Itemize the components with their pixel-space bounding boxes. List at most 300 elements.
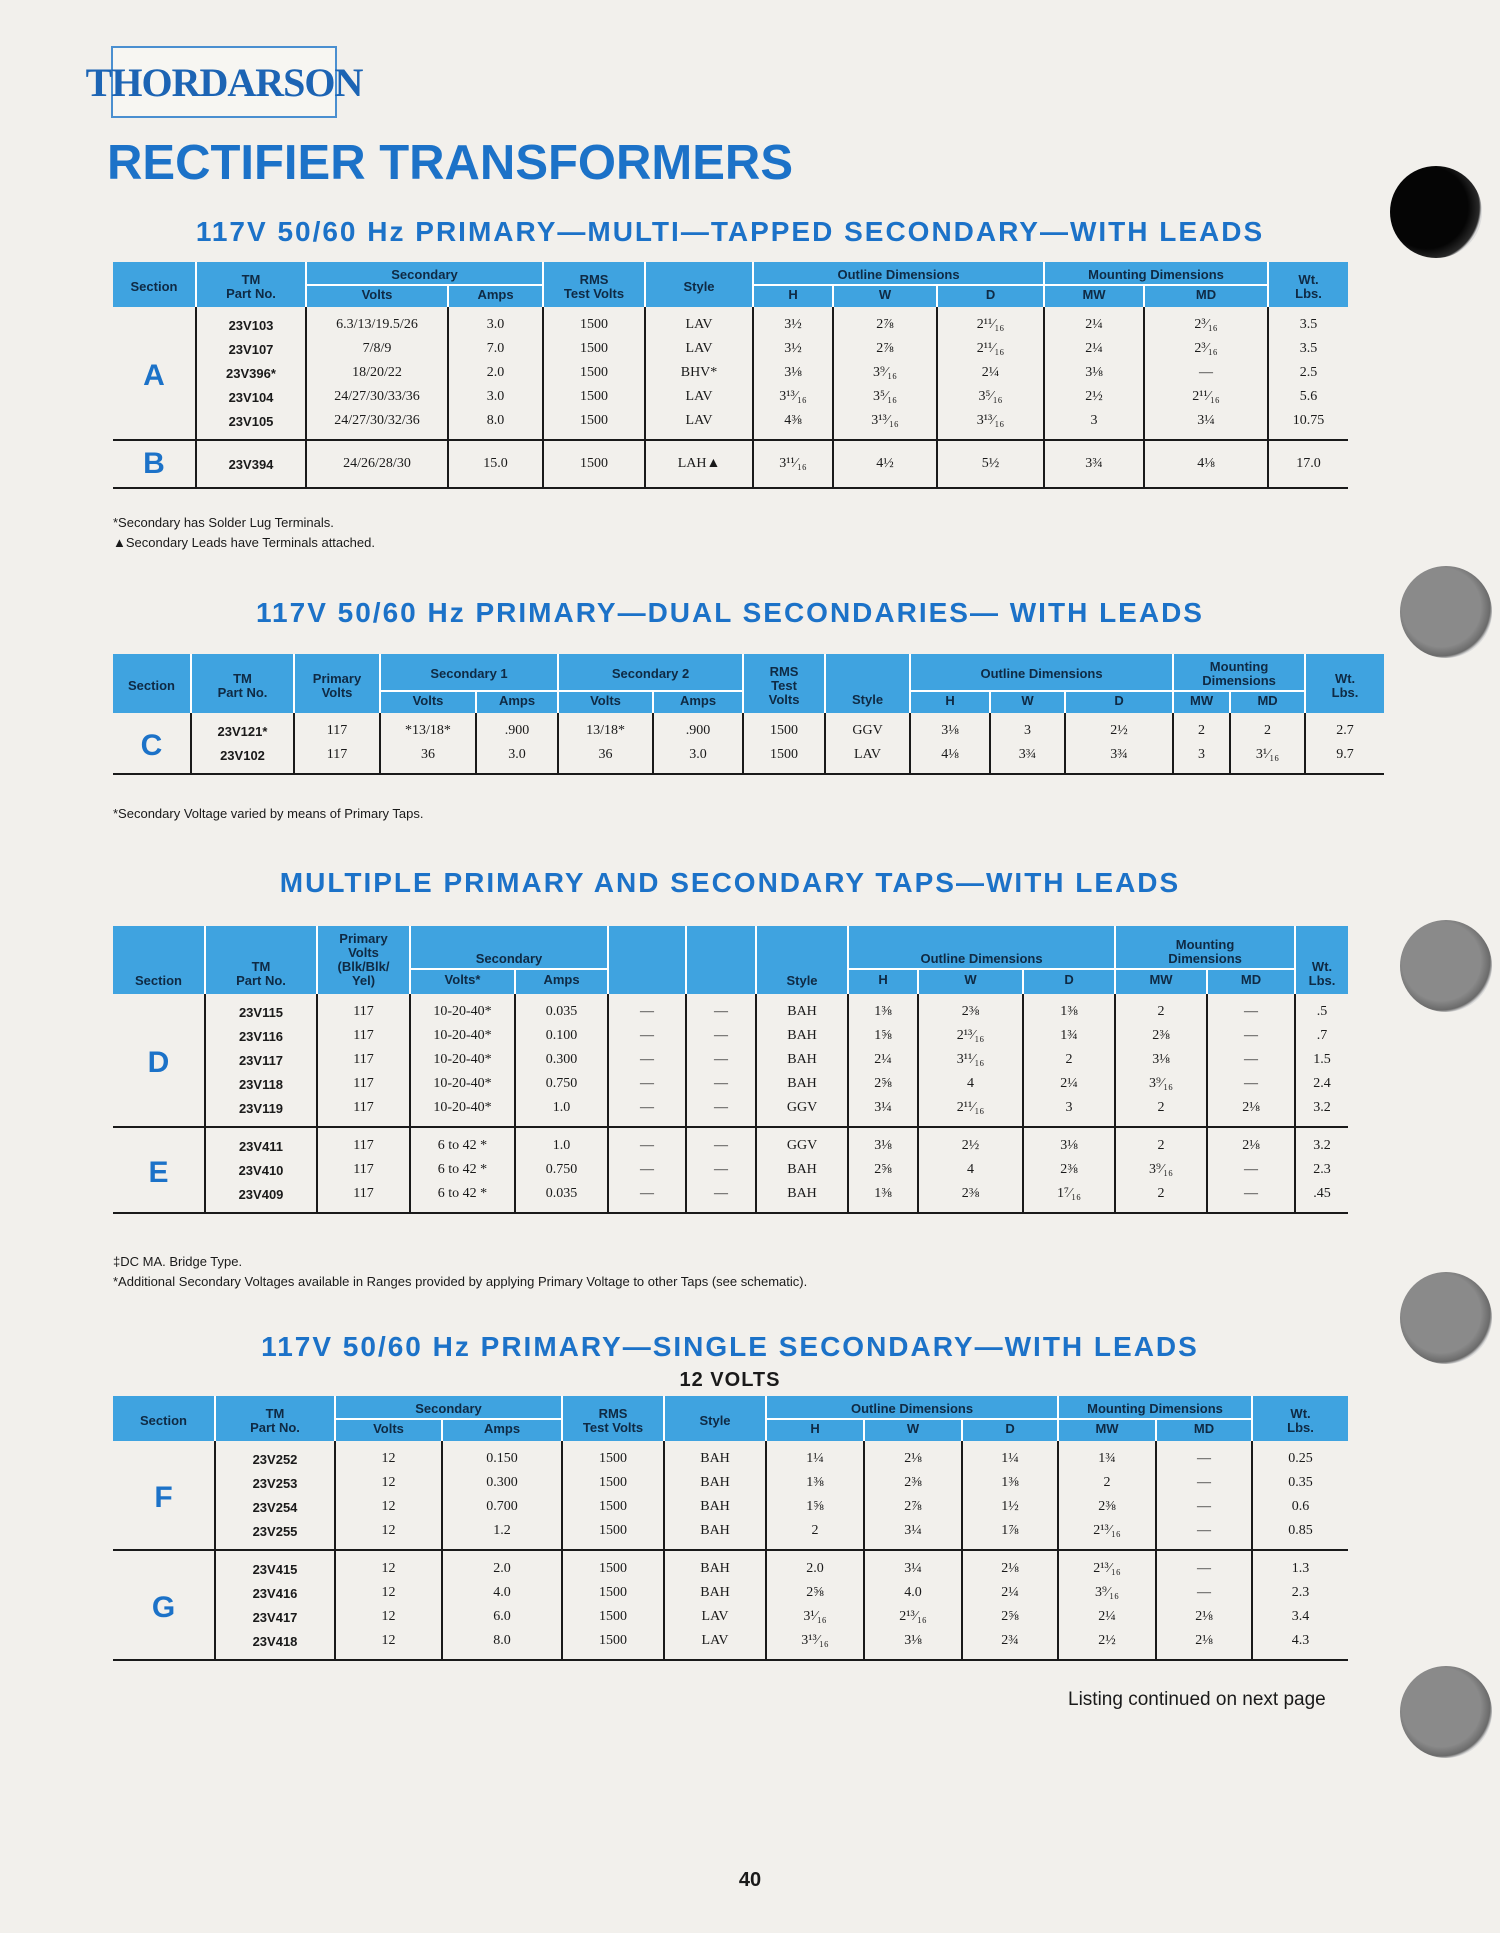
part-number: 23V118	[205, 1072, 317, 1096]
table-row	[113, 994, 1348, 1024]
table-cell: 2¹³⁄₁₆	[1058, 1519, 1156, 1550]
header-part-no: TM Part No.	[196, 262, 306, 307]
part-number: 23V394	[196, 440, 306, 488]
table-cell: LAV	[825, 743, 910, 774]
table-cell: —	[1207, 1182, 1295, 1213]
thordarson-logo	[85, 46, 363, 118]
header-blank-1	[608, 926, 686, 994]
table-cell: 12	[335, 1581, 442, 1605]
header-outline-dimensions: Outline Dimensions	[753, 262, 1044, 285]
table-cell: 2¹³⁄₁₆	[1058, 1550, 1156, 1581]
table-cell: 3.4	[1252, 1605, 1348, 1629]
table-cell: 1⅜	[1023, 994, 1115, 1024]
table-cell: 0.35	[1252, 1471, 1348, 1495]
table-cell: 1500	[743, 743, 825, 774]
table-cell: 7.0	[448, 337, 543, 361]
table-cell: 12	[335, 1441, 442, 1471]
table-cell: 2⅜	[864, 1471, 962, 1495]
table-cell: 1⅞	[962, 1519, 1058, 1550]
table-cell: 2¹³⁄₁₆	[918, 1024, 1023, 1048]
table-cell: 117	[294, 743, 380, 774]
table-cell: BAH	[664, 1581, 766, 1605]
table-cell: 2	[1230, 713, 1305, 743]
table-cell: 3	[1173, 743, 1230, 774]
table-cell: —	[1207, 1048, 1295, 1072]
table-cell: 5½	[937, 440, 1044, 488]
table-cell: 0.300	[515, 1048, 608, 1072]
table2-title: 117V 50/60 Hz PRIMARY—DUAL SECONDARIES— WITH LEADS	[256, 597, 1204, 628]
table-cell: —	[1144, 361, 1268, 385]
table-row	[113, 1581, 1348, 1605]
table-cell: 1.0	[515, 1096, 608, 1127]
table-cell: 6.0	[442, 1605, 562, 1629]
table-cell: 1⅜	[962, 1471, 1058, 1495]
table-cell: 3⅛	[1044, 361, 1144, 385]
table1-title: 117V 50/60 Hz PRIMARY—MULTI—TAPPED SECONDARY—WITH LEADS	[195, 216, 1265, 247]
table-cell: 1¼	[962, 1441, 1058, 1471]
section-letter: C	[140, 729, 163, 762]
table-row	[113, 409, 1348, 440]
header-secondary: Secondary	[306, 262, 543, 285]
header-rms-test-volts: RMS Test Volts	[543, 262, 645, 307]
table-cell: 4⅜	[753, 409, 833, 440]
header-volts: Volts	[558, 691, 653, 713]
table-cell: 3¾	[1065, 743, 1173, 774]
table-cell: 2¼	[937, 361, 1044, 385]
header-secondary: Secondary	[335, 1396, 562, 1419]
table-cell: BAH	[664, 1550, 766, 1581]
table-cell: 10-20-40*	[410, 994, 515, 1024]
footnote: *Additional Secondary Voltages available in Ranges provided by applying Primary Voltage to other Taps (see schematic).	[113, 1274, 808, 1289]
table-cell: 3⁵⁄₁₆	[833, 385, 937, 409]
table-cell: —	[1156, 1519, 1252, 1550]
table-cell: —	[608, 1048, 686, 1072]
table-group	[113, 1441, 1348, 1550]
table-cell: 2.5	[1268, 361, 1348, 385]
table-cell: 36	[558, 743, 653, 774]
header-md: MD	[1207, 969, 1295, 994]
table-cell: 0.150	[442, 1441, 562, 1471]
header-mw: MW	[1173, 691, 1230, 713]
header-md: MD	[1230, 691, 1305, 713]
table-cell: —	[608, 1072, 686, 1096]
table-cell: 3½	[753, 337, 833, 361]
header-section: Section	[113, 926, 205, 994]
table-cell: 2	[1115, 1096, 1207, 1127]
header-part-no: TM Part No.	[191, 654, 294, 713]
table-cell: 4	[918, 1158, 1023, 1182]
header-md: MD	[1144, 285, 1268, 307]
table-cell: 0.6	[1252, 1495, 1348, 1519]
table-cell: 2.0	[448, 361, 543, 385]
table-cell: *13/18*	[380, 713, 476, 743]
part-number: 23V253	[215, 1471, 335, 1495]
table-cell: 3¹¹⁄₁₆	[918, 1048, 1023, 1072]
table-group	[113, 307, 1348, 440]
table-cell: 4.0	[864, 1581, 962, 1605]
footnote: *Secondary Voltage varied by means of Primary Taps.	[113, 806, 424, 821]
header-rms-test-volts: RMS Test Volts	[743, 654, 825, 713]
table-cell: 1500	[543, 361, 645, 385]
table-cell: 3¹⁄₁₆	[766, 1605, 864, 1629]
table-cell: 3¹³⁄₁₆	[833, 409, 937, 440]
table-cell: 1500	[543, 307, 645, 337]
table-cell: —	[1207, 1072, 1295, 1096]
table-cell: 1500	[543, 385, 645, 409]
table-cell: LAV	[645, 307, 753, 337]
table4	[113, 1396, 1348, 1661]
part-number: 23V415	[215, 1550, 335, 1581]
table-cell: BAH	[756, 1072, 848, 1096]
table-cell: 2⅛	[1156, 1629, 1252, 1660]
table-cell: BAH	[756, 1048, 848, 1072]
header-mounting-dimensions: Mounting Dimensions	[1058, 1396, 1252, 1419]
table-cell: 3¼	[1144, 409, 1268, 440]
header-h: H	[910, 691, 990, 713]
table-cell: 2⅛	[1207, 1096, 1295, 1127]
table-cell: 17.0	[1268, 440, 1348, 488]
table-row	[113, 1550, 1348, 1581]
header-w: W	[918, 969, 1023, 994]
table-cell: 117	[317, 1158, 410, 1182]
part-number: 23V107	[196, 337, 306, 361]
table-cell: .900	[653, 713, 743, 743]
table-cell: —	[686, 994, 756, 1024]
binder-hole-4	[1400, 1272, 1492, 1364]
table-cell: 1.0	[515, 1127, 608, 1158]
header-outline-dimensions: Outline Dimensions	[848, 926, 1115, 969]
table-cell: 2.0	[442, 1550, 562, 1581]
table-cell: 6 to 42 *	[410, 1158, 515, 1182]
table-cell: 3.2	[1295, 1127, 1348, 1158]
table-cell: 3⅛	[848, 1127, 918, 1158]
table1-notes	[113, 513, 375, 553]
part-number: 23V115	[205, 994, 317, 1024]
table-cell: 2½	[918, 1127, 1023, 1158]
table-row	[113, 440, 1348, 488]
table-cell: .45	[1295, 1182, 1348, 1213]
table-cell: 1¾	[1023, 1024, 1115, 1048]
table-cell: 117	[317, 994, 410, 1024]
table-cell: —	[1156, 1495, 1252, 1519]
table-cell: 2¹³⁄₁₆	[864, 1605, 962, 1629]
table-cell: 24/26/28/30	[306, 440, 448, 488]
table-cell: 3⅛	[910, 713, 990, 743]
table-cell: 2	[1115, 1182, 1207, 1213]
table-cell: 10-20-40*	[410, 1096, 515, 1127]
header-amps: Amps	[448, 285, 543, 307]
header-volts: Volts	[380, 691, 476, 713]
table-cell: 3⁵⁄₁₆	[937, 385, 1044, 409]
table-cell: 2⅛	[1207, 1127, 1295, 1158]
table-cell: 0.750	[515, 1072, 608, 1096]
table-cell: 24/27/30/33/36	[306, 385, 448, 409]
table-cell: 3¹³⁄₁₆	[937, 409, 1044, 440]
table-cell: LAV	[664, 1629, 766, 1660]
header-amps: Amps	[653, 691, 743, 713]
table-row	[113, 361, 1348, 385]
table3-notes	[113, 1252, 807, 1292]
table-cell: BAH	[756, 1024, 848, 1048]
table-cell: 2¼	[848, 1048, 918, 1072]
header-w: W	[864, 1419, 962, 1441]
header-amps: Amps	[476, 691, 558, 713]
table-cell: 3¹³⁄₁₆	[766, 1629, 864, 1660]
table-row	[113, 1519, 1348, 1550]
table-cell: 2⅜	[918, 1182, 1023, 1213]
table-cell: 2½	[1058, 1629, 1156, 1660]
table-cell: 12	[335, 1629, 442, 1660]
header-style: Style	[825, 654, 910, 713]
table-cell: 1⅜	[848, 1182, 918, 1213]
table-row	[113, 1471, 1348, 1495]
table-cell: 3⅛	[864, 1629, 962, 1660]
continued-note: Listing continued on next page	[1068, 1689, 1326, 1710]
table-cell: 1¾	[1058, 1441, 1156, 1471]
header-volts: Volts	[335, 1419, 442, 1441]
part-number: 23V103	[196, 307, 306, 337]
table-cell: 2⅛	[1156, 1605, 1252, 1629]
table-cell: 2	[1023, 1048, 1115, 1072]
table-cell: 10-20-40*	[410, 1048, 515, 1072]
table-cell: 1.2	[442, 1519, 562, 1550]
table-row	[113, 307, 1348, 337]
table-cell: —	[1156, 1550, 1252, 1581]
table-cell: 1⁷⁄₁₆	[1023, 1182, 1115, 1213]
table-cell: LAH▲	[645, 440, 753, 488]
table-cell: 2.7	[1305, 713, 1384, 743]
table-row	[113, 1182, 1348, 1213]
table-cell: 3.5	[1268, 307, 1348, 337]
part-number: 23V417	[215, 1605, 335, 1629]
table-cell: —	[686, 1024, 756, 1048]
part-number: 23V105	[196, 409, 306, 440]
header-primary-volts: Primary Volts (Blk/Blk/ Yel)	[317, 926, 410, 994]
header-h: H	[766, 1419, 864, 1441]
table-cell: —	[608, 1158, 686, 1182]
binder-hole-3	[1400, 920, 1492, 1012]
header-weight: Wt. Lbs.	[1305, 654, 1384, 713]
header-secondary-1: Secondary 1	[380, 654, 558, 691]
part-number: 23V411	[205, 1127, 317, 1158]
table-cell: 3⁹⁄₁₆	[1058, 1581, 1156, 1605]
header-w: W	[990, 691, 1065, 713]
section-letter: E	[148, 1156, 169, 1189]
table-cell: 2⅜	[1058, 1495, 1156, 1519]
part-number: 23V119	[205, 1096, 317, 1127]
header-weight: Wt. Lbs.	[1252, 1396, 1348, 1441]
header-mounting-dimensions: Mounting Dimensions	[1044, 262, 1268, 285]
table-cell: 2⅛	[962, 1550, 1058, 1581]
table-cell: BAH	[756, 994, 848, 1024]
table-cell: 12	[335, 1471, 442, 1495]
table-cell: 3½	[753, 307, 833, 337]
header-amps: Amps	[515, 969, 608, 994]
header-blank-2	[686, 926, 756, 994]
header-rms-test-volts: RMS Test Volts	[562, 1396, 664, 1441]
table-row	[113, 1072, 1348, 1096]
table-cell: 2³⁄₁₆	[1144, 307, 1268, 337]
table-cell: 2¾	[962, 1629, 1058, 1660]
header-weight: Wt. Lbs.	[1295, 926, 1348, 994]
header-primary-volts: Primary Volts	[294, 654, 380, 713]
table-cell: 1500	[562, 1605, 664, 1629]
table-cell: .7	[1295, 1024, 1348, 1048]
table-cell: 2	[1173, 713, 1230, 743]
part-number: 23V396*	[196, 361, 306, 385]
table-cell: 2⅞	[833, 337, 937, 361]
table-cell: 1500	[562, 1441, 664, 1471]
table-cell: —	[608, 1024, 686, 1048]
table-cell: —	[686, 1072, 756, 1096]
table-row	[113, 743, 1384, 774]
table-cell: 1500	[562, 1581, 664, 1605]
table-cell: 2.4	[1295, 1072, 1348, 1096]
table-cell: 18/20/22	[306, 361, 448, 385]
header-h: H	[753, 285, 833, 307]
table-cell: 3¹¹⁄₁₆	[753, 440, 833, 488]
table-cell: 2¼	[1044, 337, 1144, 361]
table-cell: —	[608, 994, 686, 1024]
table-cell: 2.3	[1295, 1158, 1348, 1182]
table-cell: —	[686, 1127, 756, 1158]
header-volts: Volts	[306, 285, 448, 307]
table-cell: 12	[335, 1550, 442, 1581]
header-amps: Amps	[442, 1419, 562, 1441]
header-d: D	[1065, 691, 1173, 713]
table-cell: 2⅝	[848, 1158, 918, 1182]
part-number: 23V255	[215, 1519, 335, 1550]
table-cell: 5.6	[1268, 385, 1348, 409]
table-cell: LAV	[645, 409, 753, 440]
page-number: 40	[738, 1869, 762, 1891]
section-letter: D	[147, 1046, 170, 1079]
brand-name: THORDARSON	[85, 59, 363, 105]
table-cell: —	[686, 1158, 756, 1182]
table4-subtitle: 12 VOLTS	[679, 1369, 781, 1391]
header-d: D	[1023, 969, 1115, 994]
table-cell: LAV	[645, 385, 753, 409]
table-cell: 6.3/13/19.5/26	[306, 307, 448, 337]
table-group	[113, 1550, 1348, 1660]
table-cell: 2.3	[1252, 1581, 1348, 1605]
table-row	[113, 1024, 1348, 1048]
table-cell: 4½	[833, 440, 937, 488]
table-cell: 6 to 42 *	[410, 1127, 515, 1158]
footnote: ▲Secondary Leads have Terminals attached.	[113, 535, 375, 550]
table-cell: 0.750	[515, 1158, 608, 1182]
table-cell: 4⅛	[1144, 440, 1268, 488]
header-h: H	[848, 969, 918, 994]
table2-notes	[113, 804, 423, 824]
table-cell: 3⅛	[753, 361, 833, 385]
table-cell: 12	[335, 1519, 442, 1550]
table-cell: 3.0	[653, 743, 743, 774]
table-cell: 3¹⁄₁₆	[1230, 743, 1305, 774]
table-cell: 1500	[743, 713, 825, 743]
header-section: Section	[113, 654, 191, 713]
table2	[113, 654, 1384, 775]
table-cell: 2	[766, 1519, 864, 1550]
table-cell: —	[1156, 1471, 1252, 1495]
table-cell: 1⅜	[848, 994, 918, 1024]
header-part-no: TM Part No.	[215, 1396, 335, 1441]
table-cell: 3¼	[864, 1519, 962, 1550]
table-cell: 2¼	[962, 1581, 1058, 1605]
table-cell: 1500	[543, 337, 645, 361]
table-cell: 3.0	[448, 385, 543, 409]
header-section: Section	[113, 1396, 215, 1441]
table-cell: 1500	[562, 1471, 664, 1495]
table-row	[113, 1629, 1348, 1660]
table-group	[113, 1127, 1348, 1213]
table-cell: 1500	[543, 409, 645, 440]
table-cell: 12	[335, 1495, 442, 1519]
table1	[113, 262, 1348, 489]
table-cell: 0.035	[515, 994, 608, 1024]
header-d: D	[937, 285, 1044, 307]
header-mw: MW	[1058, 1419, 1156, 1441]
table-cell: —	[686, 1182, 756, 1213]
table-cell: 13/18*	[558, 713, 653, 743]
table-cell: GGV	[756, 1096, 848, 1127]
table-cell: 36	[380, 743, 476, 774]
table-cell: 3¹³⁄₁₆	[753, 385, 833, 409]
header-section: Section	[113, 262, 196, 307]
header-mounting-dimensions: Mounting Dimensions	[1173, 654, 1305, 691]
table-cell: 2⅞	[833, 307, 937, 337]
table-cell: 2½	[1065, 713, 1173, 743]
table-cell: 1⅝	[848, 1024, 918, 1048]
table-cell: 1.5	[1295, 1048, 1348, 1072]
header-style: Style	[645, 262, 753, 307]
header-mw: MW	[1044, 285, 1144, 307]
footnote: ‡DC MA. Bridge Type.	[113, 1254, 243, 1269]
table-cell: LAV	[645, 337, 753, 361]
table-cell: 2⅜	[1023, 1158, 1115, 1182]
part-number: 23V416	[215, 1581, 335, 1605]
table-row	[113, 713, 1384, 743]
table-cell: BAH	[664, 1495, 766, 1519]
table-cell: 1500	[562, 1519, 664, 1550]
table-cell: 117	[317, 1182, 410, 1213]
table-cell: 4	[918, 1072, 1023, 1096]
part-number: 23V410	[205, 1158, 317, 1182]
table-group	[113, 713, 1384, 774]
table-cell: 117	[317, 1048, 410, 1072]
table-cell: 3.0	[448, 307, 543, 337]
table-cell: BAH	[664, 1519, 766, 1550]
table-cell: 117	[317, 1096, 410, 1127]
part-number: 23V102	[191, 743, 294, 774]
table-cell: 117	[317, 1024, 410, 1048]
header-style: Style	[664, 1396, 766, 1441]
table-cell: 3¼	[848, 1096, 918, 1127]
header-d: D	[962, 1419, 1058, 1441]
table-cell: 9.7	[1305, 743, 1384, 774]
table-cell: 0.035	[515, 1182, 608, 1213]
table-cell: GGV	[756, 1127, 848, 1158]
part-number: 23V418	[215, 1629, 335, 1660]
table-row	[113, 1096, 1348, 1127]
table-cell: 3.5	[1268, 337, 1348, 361]
table-cell: 6 to 42 *	[410, 1182, 515, 1213]
table-row	[113, 337, 1348, 361]
header-volts: Volts*	[410, 969, 515, 994]
table-cell: 2⅛	[864, 1441, 962, 1471]
table-cell: 3⁹⁄₁₆	[833, 361, 937, 385]
table-cell: —	[608, 1127, 686, 1158]
